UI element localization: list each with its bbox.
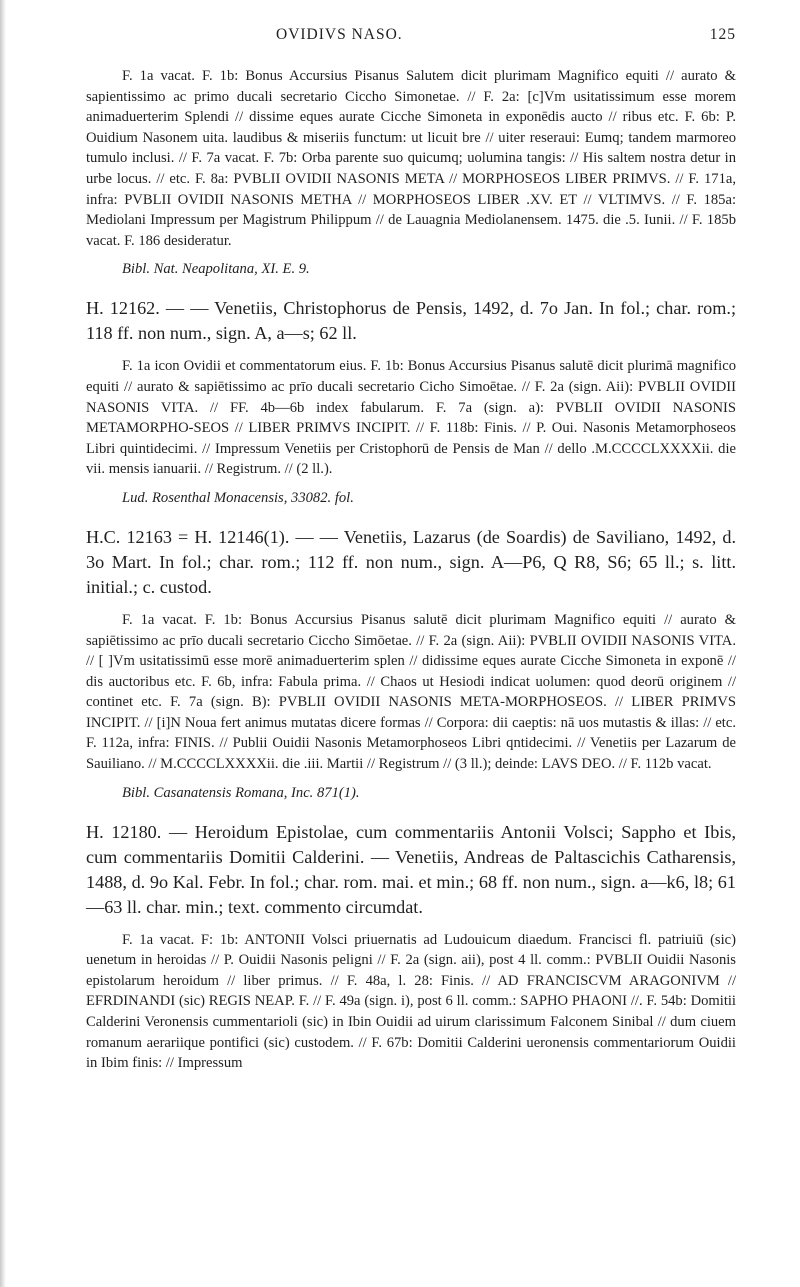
library-citation: Bibl. Casanatensis Romana, Inc. 871(1). xyxy=(122,784,360,801)
catalog-entry-heading: H. 12162. — — Venetiis, Christophorus de Pensis, 1492, d. 7o Jan. In fol.; char. rom.; 118 ff. non num., sign. A, a—s; 62 ll. xyxy=(86,298,736,344)
entry-description: F. 1a vacat. F: 1b: ANTONII Volsci priuernatis ad Ludouicum diaedum. Francisci fl. patriuiū (sic) uenetum in heroidas // P. Ouidii Nasonis peligni // F. 2a (sign. aii), post 4 ll. comm.: PVBLII Ouidii Nasonis epistolarum heroidum // liber primus. // F. 48a, l. 28: Finis. // AD FRANCISCVM ARAGONIVM // EFRDINANDI (sic) REGIS NEAP. F. // F. 49a (sign. i), post 6 ll. comm.: SAPHO PHAONI //. F. 54b: Domitii Calderini Veronensis cummentarioli (sic) in Ibin Ouidii ad uirum clarissimum Falconem Sinibal // dum ciuem romanum aerariique pontifici (sic) custodem. // F. 67b: Domitii Calderini ueronensis commentariorum Ouidii in Ibim finis: // Impressum xyxy=(86,931,736,1072)
entry-description: F. 1a vacat. F. 1b: Bonus Accursius Pisanus salutē dicit plurimam Magnifico equiti // aurato & sapiētissimo ac prīo ducali secretario Ciccho Simōetae. // F. 2a (sign. Aii): PVBLII OVIDII NASONIS VITA. // [ ]Vm usitatissimū esse morē animaduerterim splen // didissime eques aurate Cicche Simoneta in exponē // dis auctoribus etc. F. 6b, infra: Fabula prima. // Chaos ut Hesiodi indicat uolumen: quod deorū originem // continet etc. F. 7a (sign. B): PVBLII OVIDII NASONIS META-MORPHOSEOS. // LIBER PRIMVS INCIPIT. // [i]N Noua fert animus mutatas dicere formas // Corpora: dii caeptis: nā uos mutastis & illas: // etc. F. 112a, infra: FINIS. // Publii Ouidii Nasonis Metamorphoseos Libri qntidecimi. // Venetiis per Lazarum de Sauiliano. // M.CCCCLXXXXii. die .iii. Martii // Registrum // (3 ll.); deinde: LAVS DEO. // F. 112b vacat. xyxy=(86,611,736,773)
catalog-entry-heading: H. 12180. — Heroidum Epistolae, cum commentariis Antonii Volsci; Sappho et Ibis, cum commentariis Domitii Calderini. — Venetiis, Andreas de Paltascichis Catharensis, 1488, d. 9o Kal. Febr. In fol.; char. rom. mai. et min.; 68 ff. non num., sign. a—k6, l8; 61—63 ll. char. min.; text. commento circumdat. xyxy=(86,821,736,917)
page-number: 125 xyxy=(709,26,736,43)
running-header xyxy=(86,26,736,66)
book-page xyxy=(86,0,736,1074)
catalog-entry-heading: H.C. 12163 = H. 12146(1). — — Venetiis, Lazarus (de Soardis) de Saviliano, 1492, d. 3o Mart. In fol.; char. rom.; 112 ff. non num., sign. A—P6, Q R8, S6; 65 ll.; s. litt. initial.; c. custod. xyxy=(86,526,736,597)
page-edge-shadow xyxy=(0,0,6,1287)
library-citation: Bibl. Nat. Neapolitana, XI. E. 9. xyxy=(122,261,310,278)
entry-description: F. 1a vacat. F. 1b: Bonus Accursius Pisanus Salutem dicit plurimam Magnifico equiti // aurato & sapientissimo ac primo ducali secretario Ciccho Simonetae. // F. 2a: [c]Vm usitatissimum esse morem animaduerterim Splendi // dissime eques aurate Cicche Simoneta in exponēdis aucto // ribus etc. F. 6b: P. Ouidium Nasonem uita. laudibus & miseriis functum: ut licuit bre // uiter reseraui: Eumq; tandem marmoreo tumulo inclusi. // F. 7a vacat. F. 7b: Orba parente suo quicumq; uolumina tangis: // His saltem nostra detur in urbe locus. // etc. F. 8a: PVBLII OVIDII NASONIS META // MORPHOSEOS LIBER PRIMVS. // F. 171a, infra: PVBLII OVIDII NASONIS METHA // MORPHOSEOS LIBER .XV. ET // VLTIMVS. // F. 185a: Mediolani Impressum per Magistrum Philippum // de Lauagnia Mediolanensem. 1475. die .5. Iunii. // F. 185b vacat. F. 186 desideratur. xyxy=(86,68,736,249)
running-title: OVIDIVS NASO. xyxy=(276,26,403,43)
library-citation: Lud. Rosenthal Monacensis, 33082. fol. xyxy=(122,489,354,506)
entry-description: F. 1a icon Ovidii et commentatorum eius. F. 1b: Bonus Accursius Pisanus salutē dicit plurimā magnifico equiti // aurato & sapiētissimo ac prīo ducali secretario Cicho Simoētae. // F. 2a (sign. Aii): PVBLII OVIDII NASONIS VITA. // FF. 4b—6b index fabularum. F. 7a (sign. a): PVBLII OVIDII NASONIS METAMORPHO-SEOS // LIBER PRIMVS INCIPIT. // F. 118b: Finis. // P. Oui. Nasonis Metamorphoseos Libri quintidecimi. // Impressum Venetiis per Cristophorū de Pensis de Man // dello .M.CCCCLXXXXii. die vii. mensis ianuarii. // Registrum. // (2 ll.). xyxy=(86,358,736,478)
